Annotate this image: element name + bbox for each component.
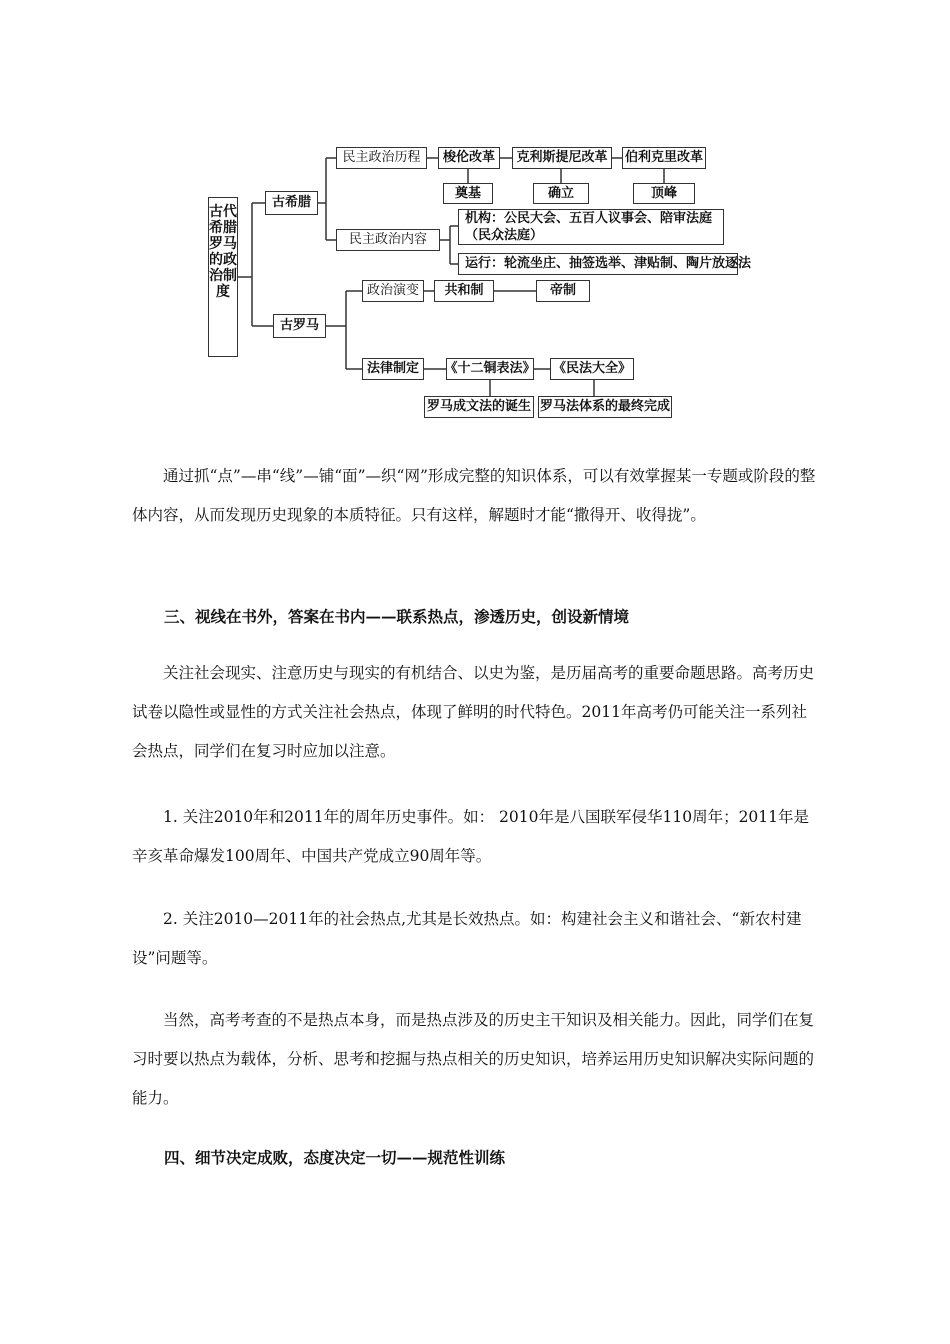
empire-box: 帝制 — [536, 280, 590, 302]
corpus-juris-meaning-box: 罗马法体系的最终完成 — [538, 396, 672, 418]
rome-politics-box: 政治演变 — [362, 280, 424, 302]
pericles-reform-box: 伯利克里改革 — [622, 147, 706, 169]
twelve-tables-meaning-box: 罗马成文法的诞生 — [424, 396, 534, 418]
knowledge-structure-diagram — [0, 0, 950, 440]
solon-reform-box: 梭伦改革 — [438, 147, 500, 169]
content-operation-box: 运行：轮流坐庄、抽签选举、津贴制、陶片放逐法 — [458, 253, 738, 275]
republic-box: 共和制 — [434, 280, 494, 302]
diagram-root-box: 古代希腊罗马的政治制度 — [208, 197, 238, 357]
corpus-juris-box: 《民法大全》 — [550, 358, 634, 380]
result-peak-box: 顶峰 — [633, 183, 695, 204]
paragraph-anniversary-events: 1. 关注2010年和2011年的周年历史事件。如： 2010年是八国联军侵华110周年；2011年是辛亥革命爆发100周年、中国共产党成立90周年等。 — [132, 808, 810, 865]
paragraph-social-hotspots: 关注社会现实、注意历史与现实的有机结合、以史为鉴，是历届高考的重要命题思路。高考历史试卷以隐性或显性的方式关注社会热点，体现了鲜明的时代特色。2011年高考仍可能关注一系列社会热点，同学们在复习时应加以注意。 — [132, 664, 815, 760]
result-establish-box: 确立 — [533, 183, 589, 204]
greece-box: 古希腊 — [265, 191, 318, 215]
result-foundation-box: 奠基 — [443, 183, 493, 204]
paragraph-core-knowledge: 当然，高考考查的不是热点本身，而是热点涉及的历史主干知识及相关能力。因此，同学们在复习时要以热点为载体，分析、思考和挖掘与热点相关的历史知识，培养运用历史知识解决实际问题的能力。 — [132, 1011, 815, 1107]
section-heading-4: 四、细节决定成败，态度决定一切——规范性训练 — [164, 1148, 506, 1167]
paragraph-long-term-hotspots: 2. 关注2010—2011年的社会热点,尤其是长效热点。如：构建社会主义和谐社会、“新农村建设”问题等。 — [132, 910, 802, 967]
twelve-tables-box: 《十二铜表法》 — [446, 358, 534, 380]
greece-process-box: 民主政治历程 — [336, 147, 427, 169]
rome-law-box: 法律制定 — [362, 358, 424, 380]
section-heading-3: 三、视线在书外，答案在书内——联系热点，渗透历史，创设新情境 — [164, 607, 630, 626]
paragraph-knowledge-system: 通过抓“点”—串“线”—铺“面”—织“网”形成完整的知识体系，可以有效掌握某一专题或阶段的整体内容，从而发现历史现象的本质特征。只有这样，解题时才能“撒得开、收得拢”。 — [132, 467, 816, 524]
cleisthenes-reform-box: 克利斯提尼改革 — [512, 147, 612, 169]
greece-content-box: 民主政治内容 — [336, 229, 440, 251]
content-institutions-box: 机构：公民大会、五百人议事会、陪审法庭（民众法庭） — [458, 209, 724, 245]
rome-box: 古罗马 — [273, 314, 326, 338]
